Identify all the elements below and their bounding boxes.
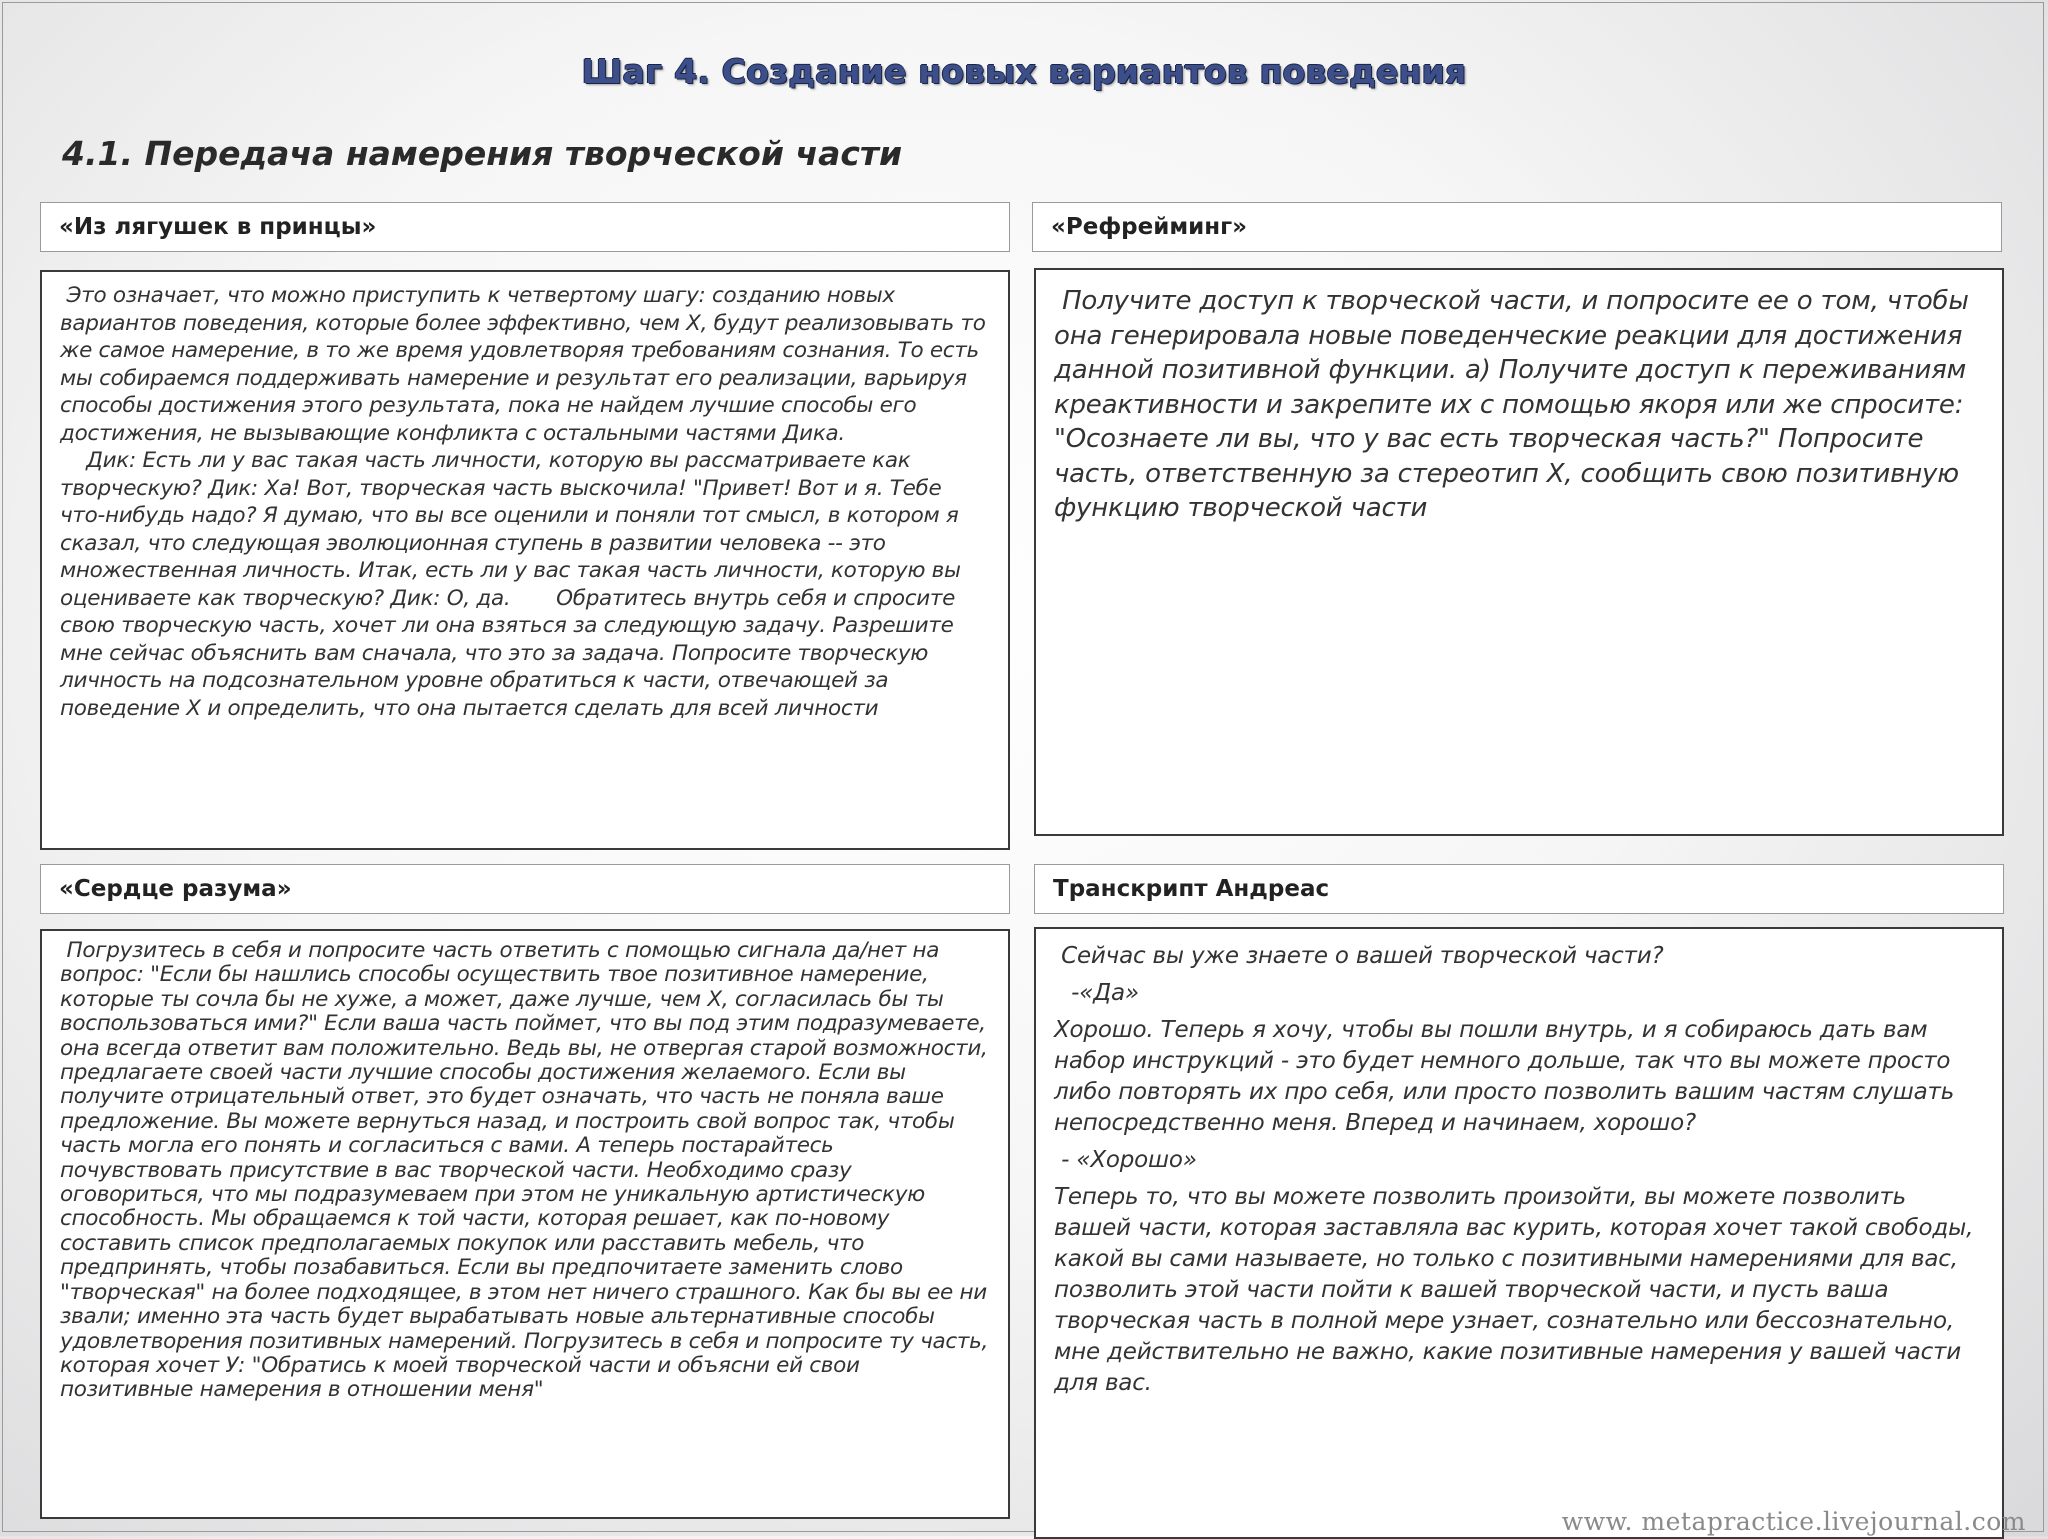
slide-title: Шаг 4. Создание новых вариантов поведения	[581, 52, 1467, 91]
reframing-panel-text: Получите доступ к творческой части, и попросите ее о том, чтобы она генерировала новые поведенческие реакции для достижения данной позитивной функции. а) Получите доступ к переживаниям креактивности и закрепите их с помощью якоря или же спросите: "Осознаете ли вы, что у вас есть творческая часть?" Попросите часть, ответственную за стереотип Х, сообщить свою позитивную функцию творческой части	[1054, 286, 1977, 523]
frogs-panel-text: Это означает, что можно приступить к четвертому шагу: созданию новых вариантов поведения, которые более эффективно, чем Х, будут реализовывать то же самое намерение, в то же время удовлетворяя требованиям сознания. То есть мы собираемся поддерживать намерение и результат его реализации, варьируя способы достижения этого результата, пока не найдем лучшие способы его достижения, не вызывающие конфликта с остальными частями Дика. Дик: Есть ли у вас такая часть личности, которую вы рассматриваете как творческую? Дик: Ха! Вот, творческая часть выскочила! "Привет! Вот и я. Тебе что-нибудь надо? Я думаю, что вы все оценили и поняли тот смысл, в котором я сказал, что следующая эволюционная ступень в развитии человека -- это множественная личность. Итак, есть ли у вас такая часть личности, которую вы оцениваете как творческую? Дик: О, да. Обратитесь внутрь себя и спросите свою творческую часть, хочет ли она взяться за следующую задачу. Разрешите мне сейчас объяснить вам сначала, что это за задача. Попросите творческую личность на подсознательном уровне обратиться к части, отвечающей за поведение Х и определить, что она пытается сделать для всей личности	[60, 283, 986, 721]
transcript-label-text: Транскрипт Андреас	[1053, 876, 1330, 902]
transcript-panel-text-box	[1034, 927, 2004, 1539]
reframing-panel-label	[1032, 202, 2002, 252]
watermark-url: www. metapractice.livejournal.com	[1561, 1507, 2026, 1536]
frogs-panel-text-box	[40, 270, 1010, 850]
frogs-panel-label	[40, 202, 1010, 252]
transcript-line: - «Хорошо»	[1054, 1147, 1197, 1173]
transcript-panel-label	[1034, 864, 2004, 914]
slide-subtitle: 4.1. Передача намерения творческой части	[62, 134, 903, 173]
transcript-line: -«Да»	[1064, 980, 1139, 1006]
heart-panel-text: Погрузитесь в себя и попросите часть ответить с помощью сигнала да/нет на вопрос: "Если бы нашлись способы осуществить твое позитивное намерение, которые ты сочла бы не хуже, а может, даже лучше, чем Х, согласилась бы ты воспользоваться ими?" Если ваша часть поймет, что вы под этим подразумеваете, она всегда ответит вам положительно. Ведь вы, не отвергая старой возможности, предлагаете своей части лучшие способы достижения желаемого. Если вы получите отрицательный ответ, это будет означать, что часть не поняла ваше предложение. Вы можете вернуться назад, и построить свой вопрос так, чтобы часть могла его понять и согласиться с вами. А теперь постарайтесь почувствовать присутствие в вас творческой части. Необходимо сразу оговориться, что мы подразумеваем при этом не уникальную артистическую способность. Мы обращаемся к той части, которая решает, как по-новому составить список предполагаемых покупок или расставить мебель, что предпринять, чтобы позабавиться. Если вы предпочитаете заменить слово "творческая" на более подходящее, в этом нет ничего страшного. Как бы вы ее ни звали; именно эта часть будет вырабатывать новые альтернативные способы удовлетворения позитивных намерений. Погрузитесь в себя и попросите ту часть, которая хочет У: "Обратись к моей творческой части и объясни ей свои позитивные намерения в отношении меня"	[60, 938, 995, 1403]
heart-label-text: «Сердце разума»	[59, 876, 292, 902]
transcript-line: Хорошо. Теперь я хочу, чтобы вы пошли внутрь, и я собираюсь дать вам набор инструкций - это будет немного дольше, так что вы можете просто либо повторять их про себя, или просто позволить вашим частям слушать непосредственно меня. Вперед и начинаем, хорошо?	[1054, 1017, 1962, 1136]
transcript-line: Сейчас вы уже знаете о вашей творческой части?	[1054, 943, 1664, 969]
reframing-panel-text-box	[1034, 268, 2004, 836]
heart-panel-label	[40, 864, 1010, 914]
frogs-label-text: «Из лягушек в принцы»	[59, 214, 377, 240]
reframing-label-text: «Рефрейминг»	[1051, 214, 1247, 240]
transcript-line: Теперь то, что вы можете позволить произойти, вы можете позволить вашей части, которая заставляла вас курить, которая хочет такой свободы, какой вы сами называете, но только с позитивными намерениями для вас, позволить этой части пойти к вашей творческой части, и пусть ваша творческая часть в полной мере узнает, сознательно или бессознательно, мне действительно не важно, какие позитивные намерения у вашей части для вас.	[1054, 1184, 1981, 1396]
heart-panel-text-box	[40, 929, 1010, 1519]
